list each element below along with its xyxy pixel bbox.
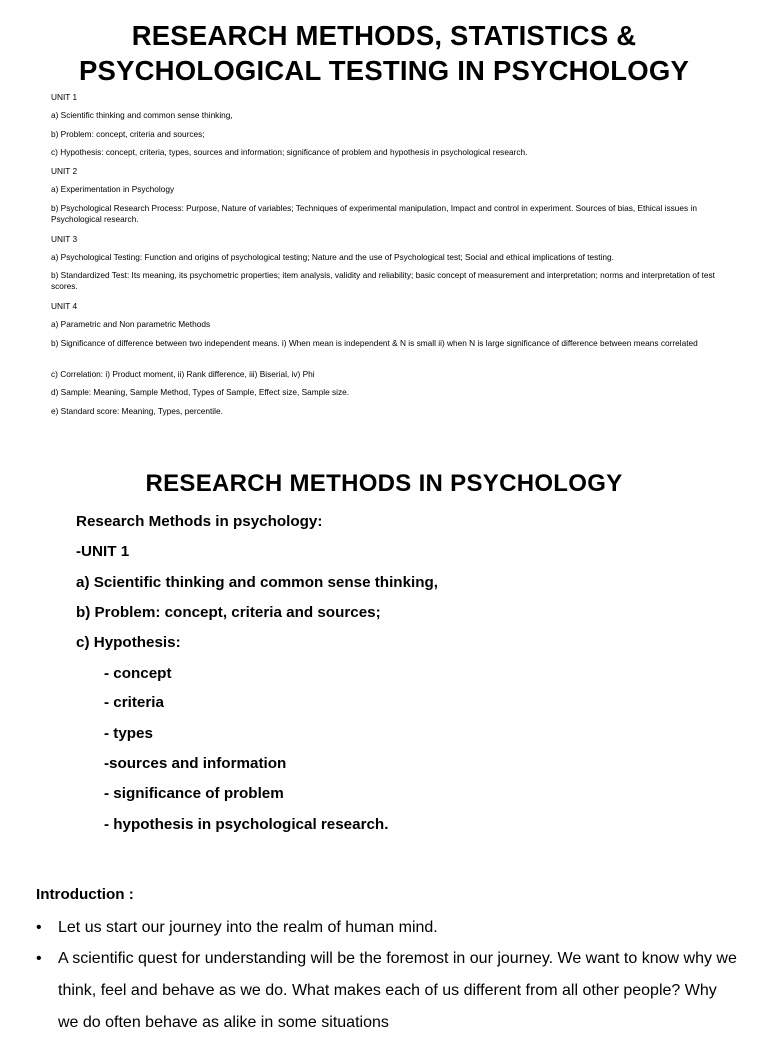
syllabus-item: e) Standard score: Meaning, Types, percentile. [51,406,223,416]
introduction-heading: Introduction : [36,886,134,903]
syllabus-item: a) Psychological Testing: Function and origins of psychological testing; Nature and the use of Psychological test; Social and ethical implications of testing. [51,252,614,262]
syllabus-item: d) Sample: Meaning, Sample Method, Types of Sample, Effect size, Sample size. [51,387,350,397]
syllabus-unit-heading: UNIT 4 [51,301,78,311]
syllabus-item: c) Correlation: i) Product moment, ii) Rank difference, iii) Biserial, iv) Phi [51,369,315,379]
syllabus-item: b) Standardized Test: Its meaning, its psychometric properties; item analysis, validity and reliability; basic concept of measurement and interpretation; norms and interpretation of test scores. [51,270,715,291]
syllabus-unit-heading: UNIT 1 [51,92,78,102]
syllabus-item: a) Experimentation in Psychology [51,184,175,194]
bullet-icon: • [36,919,42,936]
outline-item: c) Hypothesis: [76,634,181,651]
outline-subitem: - hypothesis in psychological research. [104,816,389,833]
syllabus-item: b) Significance of difference between two independent means. i) When mean is independent & N is small ii) when N is large significance of difference between means correlated [51,338,698,348]
outline-item: a) Scientific thinking and common sense thinking, [76,574,439,591]
outline-subitem: - concept [104,665,172,682]
syllabus-item: b) Psychological Research Process: Purpose, Nature of variables; Techniques of experimental manipulation, Impact and control in experiment. Sources of bias, Ethical issues in Psychological research. [51,203,697,224]
syllabus-item: a) Parametric and Non parametric Methods [51,319,211,329]
slide-title-line-1: RESEARCH METHODS, STATISTICS & [131,20,637,51]
syllabus-unit-heading: UNIT 3 [51,234,78,244]
syllabus-item: c) Hypothesis: concept, criteria, types, sources and information; significance of problem and hypothesis in psychological research. [51,147,528,157]
slide-title-line-2: PSYCHOLOGICAL TESTING IN PSYCHOLOGY [78,55,690,86]
section-heading: Research Methods in psychology: [76,513,323,530]
syllabus-item: a) Scientific thinking and common sense thinking, [51,110,233,120]
outline-subitem: - significance of problem [104,785,284,802]
bullet-text: Let us start our journey into the realm of human mind. [58,919,438,936]
slide-syllabus [0,0,768,430]
syllabus-unit-heading: UNIT 2 [51,166,78,176]
outline-subitem: -sources and information [104,755,287,772]
syllabus-item: b) Problem: concept, criteria and sources; [51,129,205,139]
bullet-text: A scientific quest for understanding will be the foremost in our journey. We want to know why we think, feel and behave as we do. What makes each of us different from all other people? Why we do often behave as alike in some situations [58,950,737,1031]
slide-2-title: RESEARCH METHODS IN PSYCHOLOGY [145,470,623,497]
bullet-icon: • [36,950,42,967]
outline-item: b) Problem: concept, criteria and sources; [76,604,381,621]
outline-subitem: - types [104,725,153,742]
unit-label: -UNIT 1 [76,543,130,560]
outline-subitem: - criteria [104,694,164,711]
